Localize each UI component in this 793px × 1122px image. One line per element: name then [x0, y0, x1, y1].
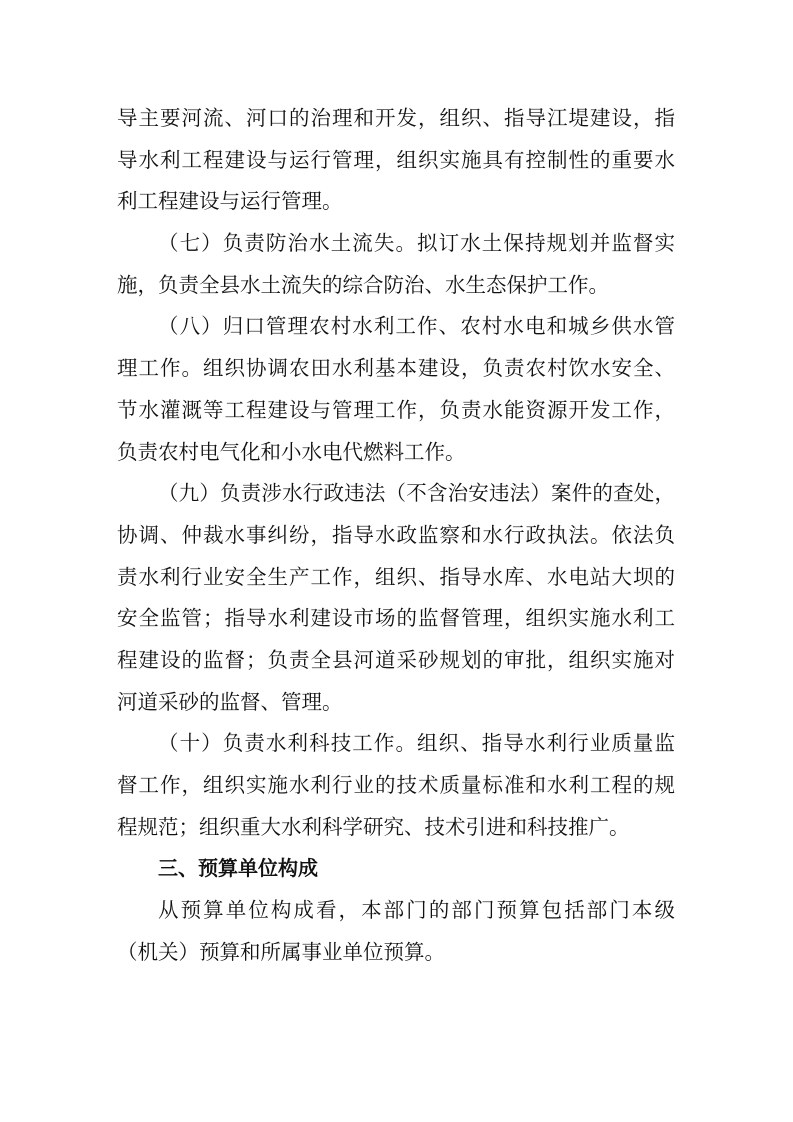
text-line: 导主要河流、河口的治理和开发，组织、指导江堤建设，指 — [117, 106, 675, 130]
text-line: 理工作。组织协调农田水利基本建设，负责农村饮水安全、 — [117, 356, 675, 381]
text-line: 河道采砂的监督、管理。 — [117, 689, 343, 714]
text-line: 协调、仲裁水事纠纷，指导水政监察和水行政执法。依法负 — [117, 522, 675, 547]
text-line: 责水利行业安全生产工作，组织、指导水库、水电站大坝的 — [117, 564, 675, 589]
text-line: 程规范；组织重大水利科学研究、技术引进和科技推广。 — [117, 814, 630, 839]
paragraph-start-line: 从预算单位构成看，本部门的部门预算包括部门本级 — [158, 898, 675, 923]
text-line: 安全监管；指导水利建设市场的监督管理，组织实施水利工 — [117, 606, 675, 631]
text-line: 督工作，组织实施水利行业的技术质量标准和水利工程的规 — [117, 773, 675, 797]
paragraph-start-line: （十）负责水利科技工作。组织、指导水利行业质量监 — [158, 731, 675, 756]
paragraph-start-line: （九）负责涉水行政违法（不含治安违法）案件的查处， — [158, 481, 675, 506]
section-heading: 三、预算单位构成 — [158, 856, 318, 881]
paragraph-start-line: （七）负责防治水土流失。拟订水土保持规划并监督实 — [158, 231, 675, 256]
text-line: 利工程建设与运行管理。 — [117, 189, 343, 214]
text-line: 程建设的监督；负责全县河道采砂规划的审批，组织实施对 — [117, 647, 675, 672]
paragraph-start-line: （八）归口管理农村水利工作、农村水电和城乡供水管 — [158, 314, 675, 339]
text-line: 导水利工程建设与运行管理，组织实施具有控制性的重要水 — [117, 147, 675, 172]
text-line: （机关）预算和所属事业单位预算。 — [117, 939, 445, 964]
text-line: 节水灌溉等工程建设与管理工作，负责水能资源开发工作， — [117, 397, 675, 422]
text-line: 负责农村电气化和小水电代燃料工作。 — [117, 439, 466, 464]
document-page — [117, 98, 675, 973]
text-line: 施，负责全县水土流失的综合防治、水生态保护工作。 — [117, 272, 609, 297]
